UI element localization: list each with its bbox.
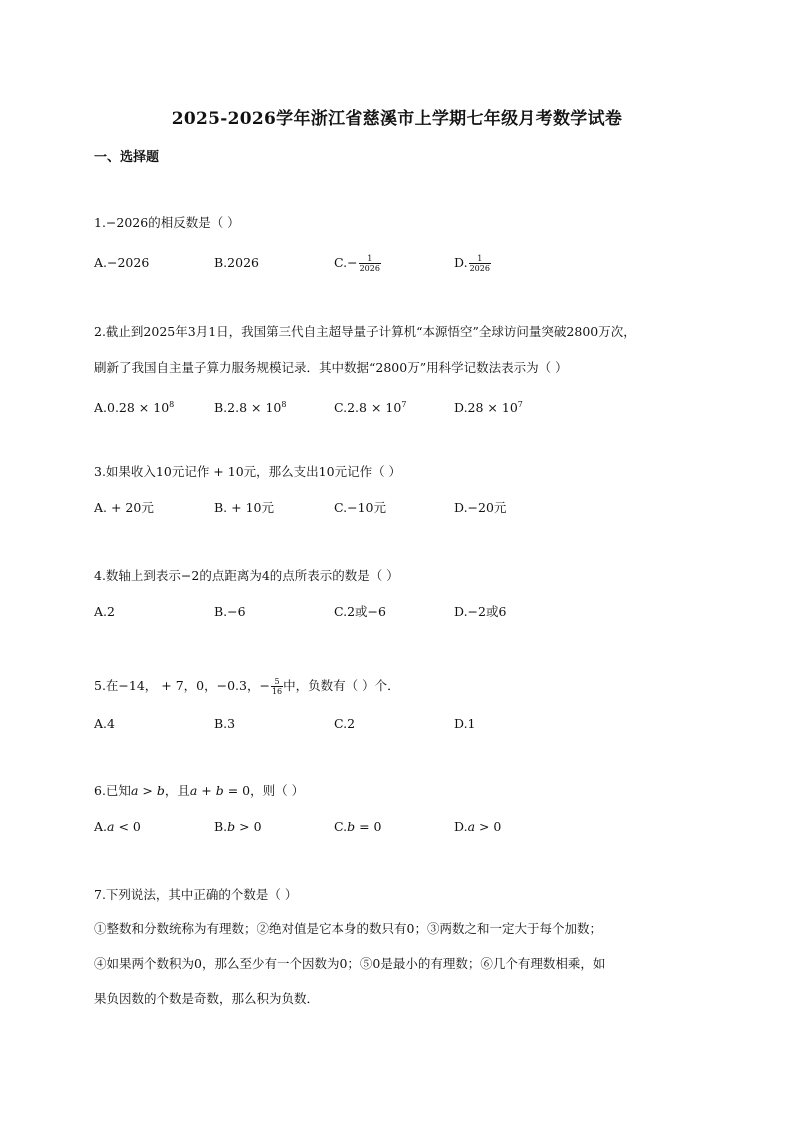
option-label: C.: [334, 819, 348, 834]
question-6-option-c: [334, 818, 381, 836]
question-4-option-d: D.−2或6: [454, 604, 507, 619]
option-label: A.: [94, 819, 108, 834]
fraction: [271, 677, 283, 696]
question-7-statements-line-1: ①整数和分数统称为有理数；②绝对值是它本身的数只有0；③两数之和一定大于每个加数；: [94, 921, 602, 936]
question-5-option-b: B.3: [214, 716, 236, 731]
question-2-option-d: [454, 396, 523, 417]
question-4-option-b: B.−6: [214, 604, 246, 619]
option-a-exponent: 8: [169, 400, 175, 409]
option-text: > 0: [235, 819, 262, 834]
question-1-option-b: B.2026: [214, 255, 259, 270]
option-d-base: D.28 × 10: [454, 400, 518, 415]
option-text: = 0: [355, 819, 382, 834]
option-c-prefix: C.−: [334, 255, 358, 270]
question-1-option-c: [334, 254, 381, 273]
question-1-option-a: A.−2026: [94, 255, 150, 270]
variable: b: [215, 783, 224, 798]
question-2-option-b: [214, 396, 286, 417]
question-5-option-a: A.4: [94, 716, 115, 731]
question-1-stem: 1.−2026的相反数是（ ）: [94, 215, 240, 230]
option-c-base: C.2.8 × 10: [334, 400, 402, 415]
fraction-numerator: 1: [477, 254, 483, 263]
option-text: < 0: [114, 819, 141, 834]
question-1-option-d: [454, 254, 491, 273]
variable: b: [156, 783, 165, 798]
stem-text: 6.已知: [94, 783, 131, 798]
question-7-stem: 7.下列说法，其中正确的个数是（ ）: [94, 887, 298, 902]
option-text: > 0: [475, 819, 502, 834]
question-4-stem: 4.数轴上到表示−2的点距离为4的点所表示的数是（ ）: [94, 568, 399, 583]
question-3-option-c: C.−10元: [334, 500, 386, 515]
question-3-option-b: B. + 10元: [214, 500, 274, 515]
question-4-option-a: A.2: [94, 604, 115, 619]
page-title: 2025-2026学年浙江省慈溪市上学期七年级月考数学试卷: [171, 109, 623, 129]
option-label: D.: [454, 819, 468, 834]
option-d-exponent: 7: [517, 400, 523, 409]
variable: b: [227, 819, 236, 834]
question-2-line-1: 2.截止到2025年3月1日，我国第三代自主超导量子计算机“本源悟空”全球访问量突破2800万次，: [94, 324, 636, 339]
question-5-option-c: C.2: [334, 716, 356, 731]
option-d-prefix: D.: [454, 255, 468, 270]
option-b-exponent: 8: [281, 400, 287, 409]
question-3-option-d: D.−20元: [454, 500, 507, 515]
variable: a: [107, 819, 115, 834]
fraction-numerator: 1: [367, 254, 373, 263]
question-6-option-b: [214, 818, 262, 836]
fraction-numerator: 5: [274, 677, 280, 686]
stem-text: ，且: [164, 783, 190, 798]
question-6-option-a: [94, 818, 141, 836]
question-4-option-c: C.2或−6: [334, 604, 386, 619]
question-3-stem: 3.如果收入10元记作 + 10元，那么支出10元记作（ ）: [94, 464, 402, 479]
question-6-option-d: [454, 818, 501, 836]
stem-text: = 0，则（ ）: [223, 783, 305, 798]
stem-prefix: 5.在−14， + 7，0，−0.3，−: [94, 678, 270, 693]
option-b-base: B.2.8 × 10: [214, 400, 282, 415]
fraction: [359, 254, 381, 273]
question-7-statements-line-3: 果负因数的个数是奇数，那么积为负数．: [94, 991, 320, 1006]
variable: a: [189, 783, 198, 798]
fraction-denominator: 2026: [359, 264, 380, 273]
question-3-option-a: A. + 20元: [94, 500, 154, 515]
question-2-option-c: [334, 396, 406, 417]
stem-suffix: 中，负数有（ ）个．: [283, 678, 400, 693]
question-5-option-d: D.1: [454, 716, 476, 731]
option-a-base: A.0.28 × 10: [94, 400, 170, 415]
variable: a: [467, 819, 476, 834]
question-2-option-a: [94, 396, 174, 417]
fraction-denominator: 16: [271, 687, 283, 696]
question-2-line-2: 刷新了我国自主量子算力服务规模记录．其中数据“2800万”用科学记数法表示为（ ）: [94, 360, 568, 375]
question-5-stem: [94, 677, 400, 696]
fraction: [469, 254, 491, 273]
option-label: B.: [214, 819, 228, 834]
question-7-statements-line-2: ④如果两个数积为0，那么至少有一个因数为0；⑤0是最小的有理数；⑥几个有理数相乘，如: [94, 956, 606, 971]
question-6-stem: [94, 782, 304, 800]
fraction-denominator: 2026: [469, 264, 490, 273]
stem-text: +: [197, 783, 216, 798]
section-heading: 一、选择题: [94, 150, 160, 165]
option-c-exponent: 7: [401, 400, 407, 409]
stem-text: >: [138, 783, 157, 798]
variable: a: [130, 783, 139, 798]
variable: b: [347, 819, 356, 834]
